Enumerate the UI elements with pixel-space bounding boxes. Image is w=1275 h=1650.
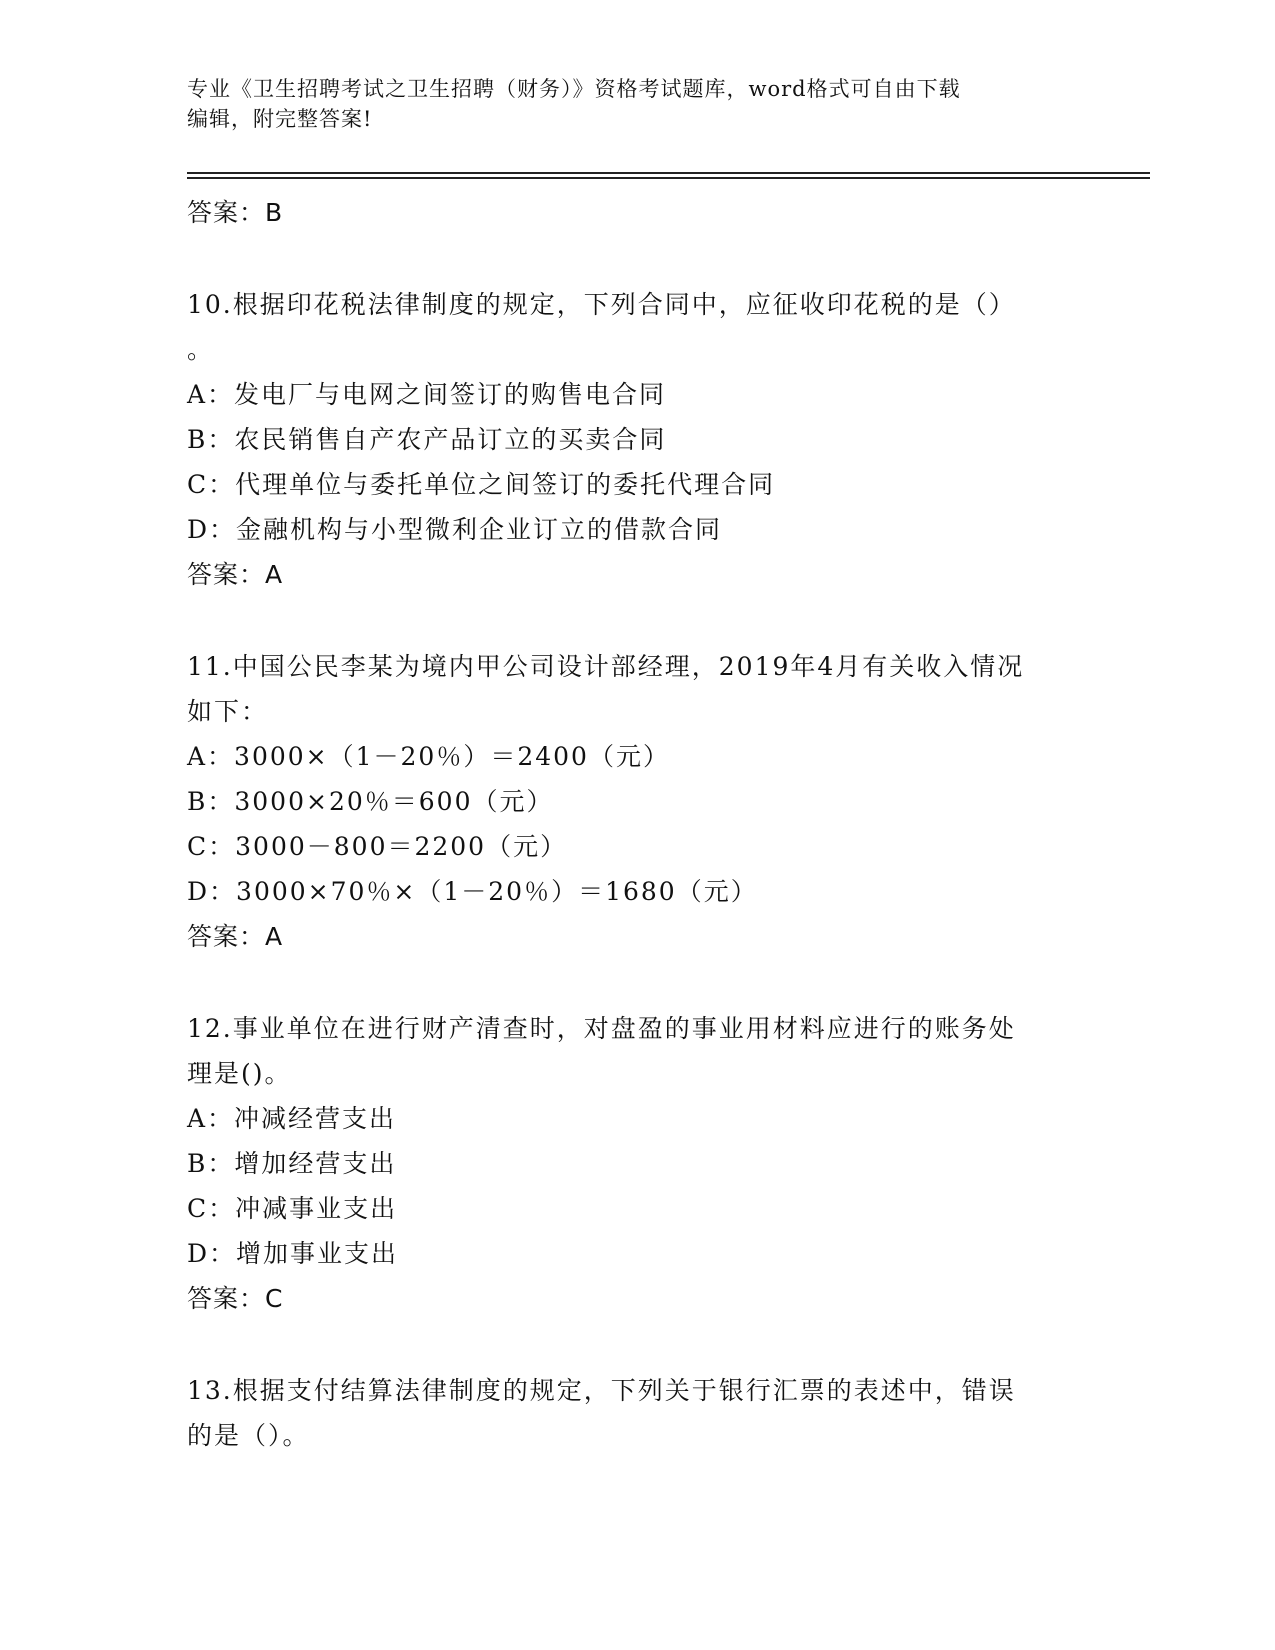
option-b: B：3000×20％＝600（元）: [187, 787, 554, 816]
previous-answer: 答案：B: [187, 198, 284, 227]
option-d: D：金融机构与小型微利企业订立的借款合同: [187, 515, 723, 544]
answer: 答案：A: [187, 922, 284, 951]
answer: 答案：A: [187, 560, 284, 589]
option-a: A：发电厂与电网之间签订的购售电合同: [187, 380, 667, 409]
question-10: [187, 282, 1087, 597]
question-stem: 11.中国公民李某为境内甲公司设计部经理，2019年4月有关收入情况: [187, 652, 1025, 681]
question-stem-cont: 。: [187, 335, 215, 364]
question-stem: 10.根据印花税法律制度的规定，下列合同中，应征收印花税的是（）: [187, 290, 1016, 319]
answer: 答案：C: [187, 1284, 284, 1313]
option-b: B：增加经营支出: [187, 1149, 397, 1178]
question-11: [187, 644, 1087, 959]
option-a: A：冲减经营支出: [187, 1104, 397, 1133]
question-stem-cont: 的是（）。: [187, 1421, 310, 1450]
document-header: [187, 74, 1067, 134]
header-rule-bottom: [187, 177, 1150, 179]
question-12: [187, 1006, 1087, 1321]
question-stem: 13.根据支付结算法律制度的规定，下列关于银行汇票的表述中，错误: [187, 1376, 1016, 1405]
header-rule-top: [187, 172, 1150, 174]
option-c: C：3000－800＝2200（元）: [187, 832, 568, 861]
option-a: A：3000×（1－20％）＝2400（元）: [187, 742, 670, 771]
question-stem-cont: 理是()。: [187, 1059, 292, 1088]
option-c: C：冲减事业支出: [187, 1194, 398, 1223]
header-line-2: 编辑，附完整答案!: [187, 107, 373, 131]
option-b: B：农民销售自产农产品订立的买卖合同: [187, 425, 667, 454]
question-stem: 12.事业单位在进行财产清查时，对盘盈的事业用材料应进行的账务处: [187, 1014, 1016, 1043]
option-c: C：代理单位与委托单位之间签订的委托代理合同: [187, 470, 776, 499]
option-d: D：3000×70％×（1－20％）＝1680（元）: [187, 877, 758, 906]
option-d: D：增加事业支出: [187, 1239, 399, 1268]
header-line-1: 专业《卫生招聘考试之卫生招聘（财务）》资格考试题库，word格式可自由下载: [187, 77, 961, 101]
question-list: [187, 190, 1087, 1458]
question-13: [187, 1368, 1087, 1458]
question-stem-cont: 如下：: [187, 697, 269, 726]
